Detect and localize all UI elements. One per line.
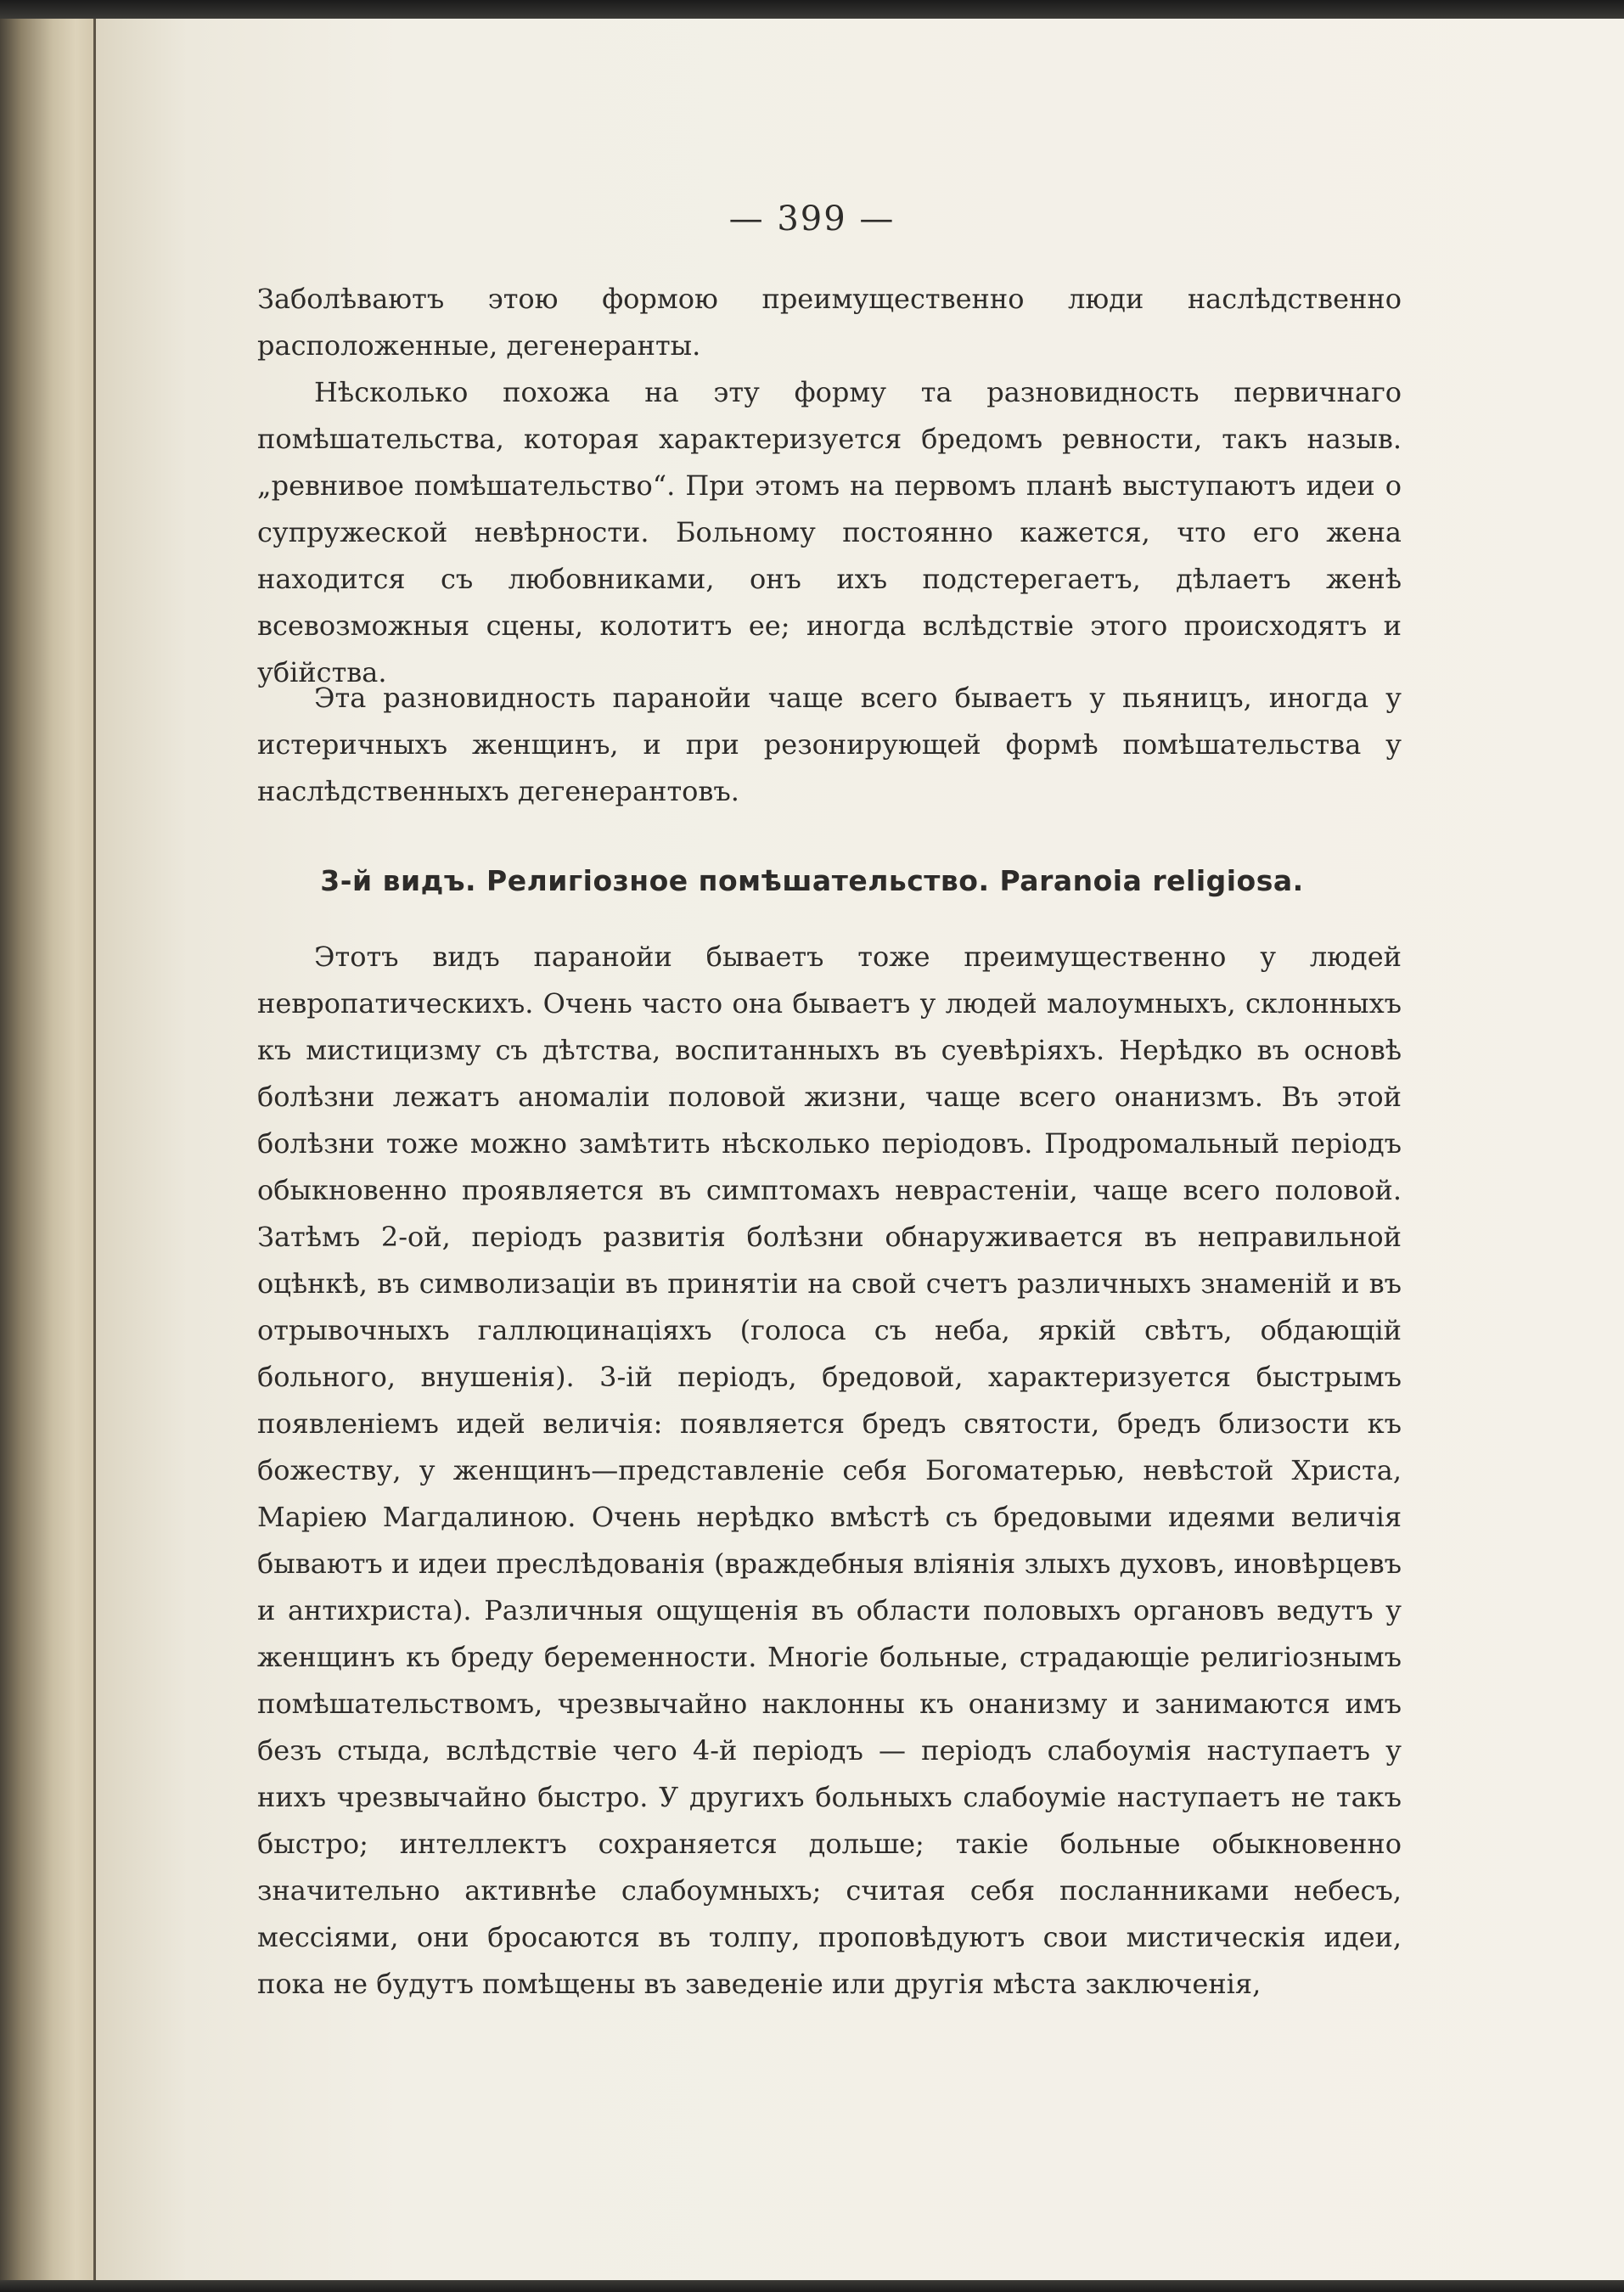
page-number: — 399 — [728, 199, 896, 239]
scan-bottom-edge [0, 2280, 1624, 2292]
paragraph-2: Нѣсколько похожа на эту форму та разновидность первичнаго помѣшательства, которая характеризуется бредомъ ревности, такъ назыв. „ревнивое помѣшательство“. При этомъ на первомъ планѣ выступаютъ идеи о супружеской невѣрности. Больному постоянно кажется, что его жена находится съ любовниками, онъ ихъ подстерегаетъ, дѣлаетъ женѣ всевозможныя сцены, колотитъ ее; иногда вслѣдствіе этого происходятъ и убійства. [257, 376, 1402, 688]
paragraph-main: Этотъ видъ паранойи бываетъ тоже преимущественно у людей невропатическихъ. Очень часто она бываетъ у людей малоумныхъ, склонныхъ къ мистицизму съ дѣтства, воспитанныхъ въ суевѣріяхъ. Нерѣдко въ основѣ болѣзни лежатъ аномаліи половой жизни, чаще всего онанизмъ. Въ этой болѣзни тоже можно замѣтить нѣсколько періодовъ. Продромальный періодъ обыкновенно проявляется въ симптомахъ неврастеніи, чаще всего половой. Затѣмъ 2-ой, періодъ развитія болѣзни обнаруживается въ неправильной оцѣнкѣ, въ символизаціи въ принятіи на свой счетъ различныхъ знаменій и въ отрывочныхъ галлюцинаціяхъ (голоса съ неба, яркій свѣтъ, обдающій больного, внушенія). 3-ій періодъ, бредовой, характеризуется быстрымъ появленіемъ идей величія: появляется бредъ святости, бредъ близости къ божеству, у женщинъ—представленіе себя Богоматерью, невѣстой Христа, Маріею Магдалиною. Очень нерѣдко вмѣстѣ съ бредовыми идеями величія бываютъ и идеи преслѣдованія (враждебныя вліянія злыхъ духовъ, иновѣрцевъ и антихриста). Различныя ощущенія въ области половыхъ органовъ ведутъ у женщинъ къ бреду беременности. Многіе больные, страдающіе религіознымъ помѣшательствомъ, чрезвычайно наклонны къ онанизму и занимаются имъ безъ стыда, вслѣдствіе чего 4-й періодъ — періодъ слабоумія наступаетъ у нихъ чрезвычайно быстро. У другихъ больныхъ слабоуміе наступаетъ не такъ быстро; интеллектъ сохраняется дольше; такіе больные обыкновенно значительно активнѣе слабоумныхъ; считая себя посланниками небесъ, мессіями, они бросаются въ толпу, проповѣдуютъ свои мистическія идеи, пока не будутъ помѣщены въ заведеніе или другія мѣста заключенія, [257, 941, 1402, 2000]
section-heading: 3-й видъ. Религіозное помѣшательство. Paranoia religiosa. [320, 864, 1304, 897]
book-binding-shadow [0, 19, 95, 2280]
paragraph-3: Эта разновидность паранойи чаще всего бываетъ у пьяницъ, иногда у истеричныхъ женщинъ, и при резонирующей формѣ помѣшательства у наслѣдственныхъ дегенерантовъ. [257, 682, 1402, 807]
paragraph-1: Заболѣваютъ этою формою преимущественно люди наслѣдственно расположенные, дегенеранты. [257, 283, 1402, 362]
scan-top-edge [0, 0, 1624, 19]
